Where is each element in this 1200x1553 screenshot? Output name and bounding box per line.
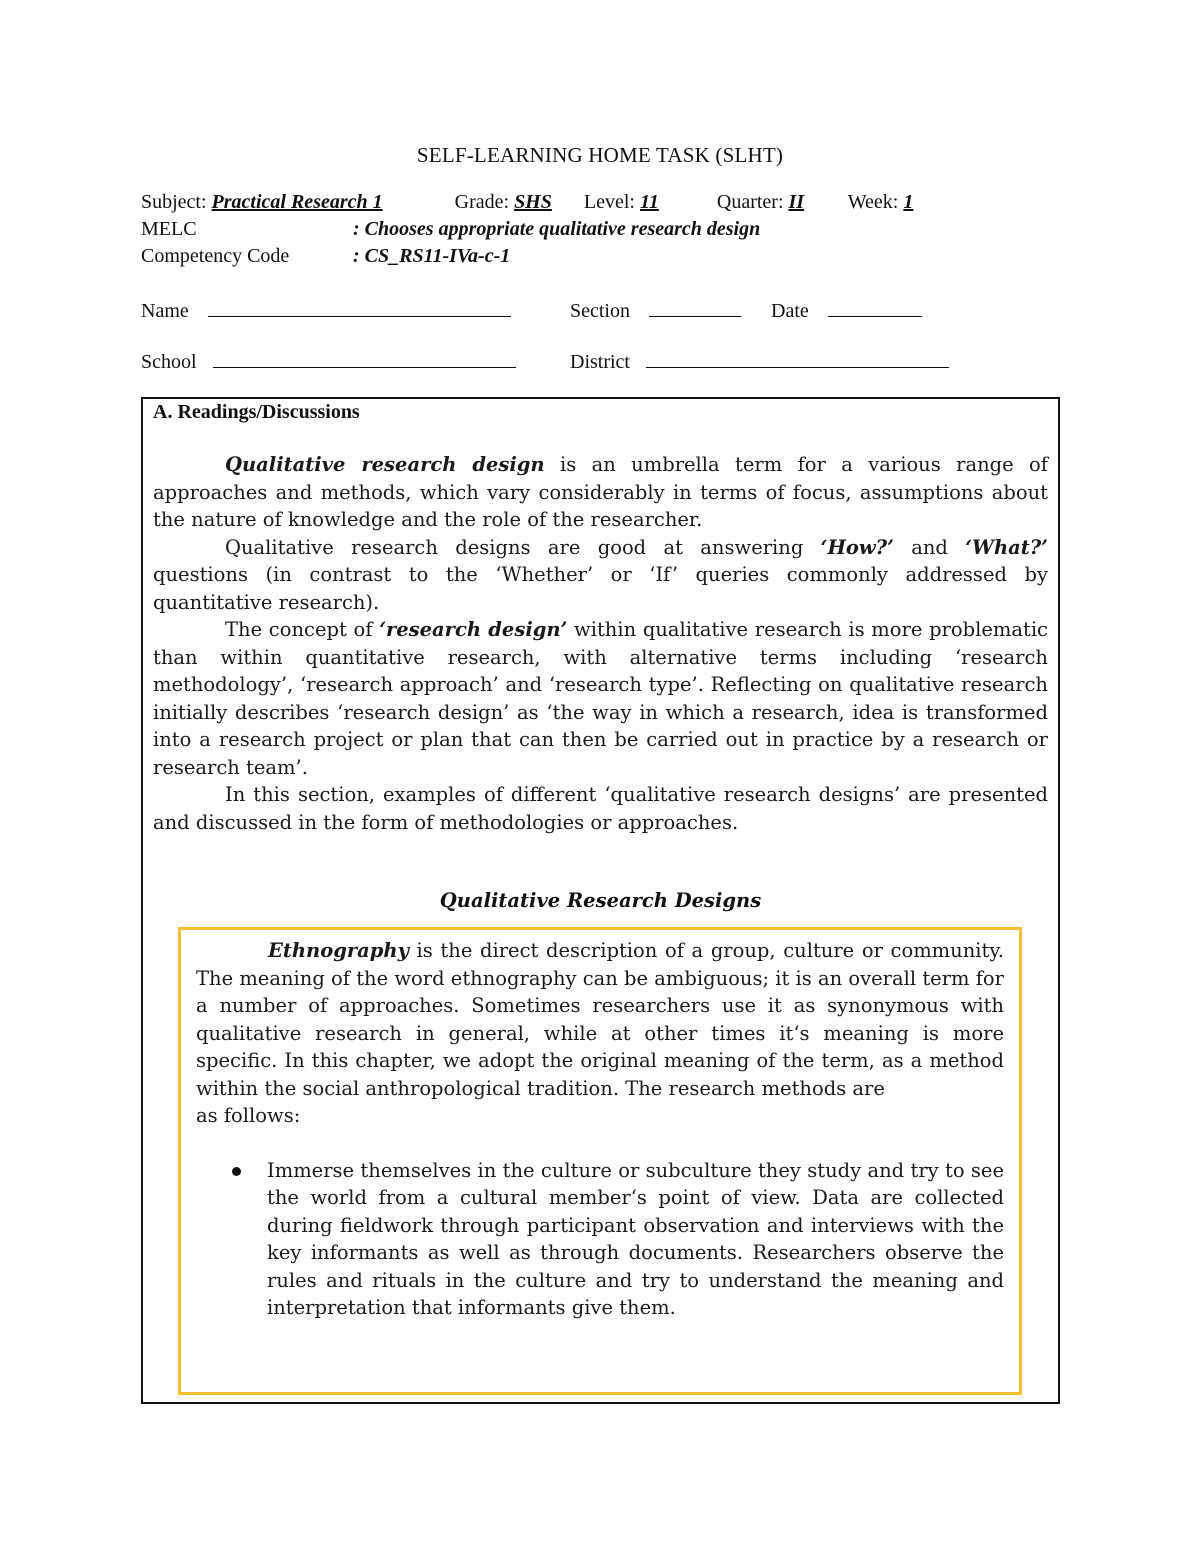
term-ethnography: Ethnography <box>268 939 409 962</box>
name-line[interactable] <box>208 298 511 317</box>
grade-label: Grade: <box>454 191 510 213</box>
competency-label: Competency Code <box>141 245 290 267</box>
date-field[interactable] <box>771 298 922 323</box>
ethnography-paragraph-end: as follows: <box>196 1104 301 1127</box>
level-value: 11 <box>639 191 659 213</box>
melc-row <box>141 216 760 243</box>
designs-subheading: Qualitative Research Designs <box>439 889 762 912</box>
paragraph-3: The concept of ‘research design’ within qualitative research is more problematic than within quantitative research, with alternative terms including ‘research methodology’, ‘research approach’ and ‘research type’. Reflecting on qualitative research initially describes ‘research design’ as ‘the way in which a research, idea is transformed into a research project or plan that can then be carried out in practice by a research or research team’. <box>153 618 1048 779</box>
subject-value: Practical Research 1 <box>211 191 383 213</box>
ethnography-box <box>178 927 1022 1395</box>
page-title: SELF-LEARNING HOME TASK (SLHT) <box>416 143 784 167</box>
school-line[interactable] <box>213 349 516 368</box>
week-value: 1 <box>903 191 914 213</box>
district-field[interactable] <box>570 349 949 374</box>
section-line[interactable] <box>649 298 741 317</box>
date-line[interactable] <box>828 298 922 317</box>
ethnography-paragraph: Ethnography is the direct description of a group, culture or community. The meaning of the word ethnography can be ambiguous; it is an overall term for a number of approaches. Sometimes researchers use it as synonymous with qualitative research in general, while at other times it‘s meaning is more specific. In this chapter, we adopt the original meaning of the term, as a method within the social anthropological tradition. The research methods are <box>196 939 1004 1100</box>
ethnography-text <box>196 937 1004 1322</box>
readings-body <box>153 451 1048 836</box>
melc-label: MELC <box>141 218 197 240</box>
week-label: Week: <box>847 191 899 213</box>
district-label: District <box>570 351 630 373</box>
bullet-icon <box>232 1167 241 1176</box>
subject-label: Subject: <box>141 191 207 213</box>
melc-value: : Chooses appropriate qualitative research design <box>353 218 761 240</box>
term-qualitative-design: Qualitative research design <box>225 453 545 476</box>
name-label: Name <box>141 300 189 322</box>
quarter-value: II <box>788 191 805 213</box>
quarter-label: Quarter: <box>716 191 784 213</box>
list-item: Immerse themselves in the culture or subculture they study and try to see the world from a cultural member‘s point of view. Data are collected during fieldwork through participant observation and interviews with the key informants as well as through documents. Researchers observe the rules and rituals in the culture and try to understand the meaning and interpretation that informants give them. <box>196 1157 1004 1322</box>
level-label: Level: <box>583 191 635 213</box>
competency-value: : CS_RS11-IVa-c-1 <box>353 245 511 267</box>
grade-value: SHS <box>514 191 552 213</box>
paragraph-2: Qualitative research designs are good at answering ‘How?’ and ‘What?’ questions (in contrast to the ‘Whether’ or ‘If’ queries commonly addressed by quantitative research). <box>153 535 1048 614</box>
school-field[interactable] <box>141 349 516 374</box>
readings-box <box>141 397 1060 1404</box>
competency-row <box>141 243 510 270</box>
paragraph-1: Qualitative research design is an umbrella term for a various range of approaches and methods, which vary considerably in terms of focus, assumptions about the nature of knowledge and the role of the researcher. <box>153 453 1048 531</box>
paragraph-4: In this section, examples of different ‘qualitative research designs’ are presented and discussed in the form of methodologies or approaches. <box>153 783 1048 834</box>
section-label: Section <box>570 300 630 322</box>
district-line[interactable] <box>646 349 949 368</box>
date-label: Date <box>771 300 809 322</box>
school-label: School <box>141 351 197 373</box>
name-field[interactable] <box>141 298 511 323</box>
subject-row <box>141 189 913 216</box>
methods-list <box>196 1157 1004 1322</box>
readings-heading: A. Readings/Discussions <box>153 401 360 423</box>
section-field[interactable] <box>570 298 741 323</box>
